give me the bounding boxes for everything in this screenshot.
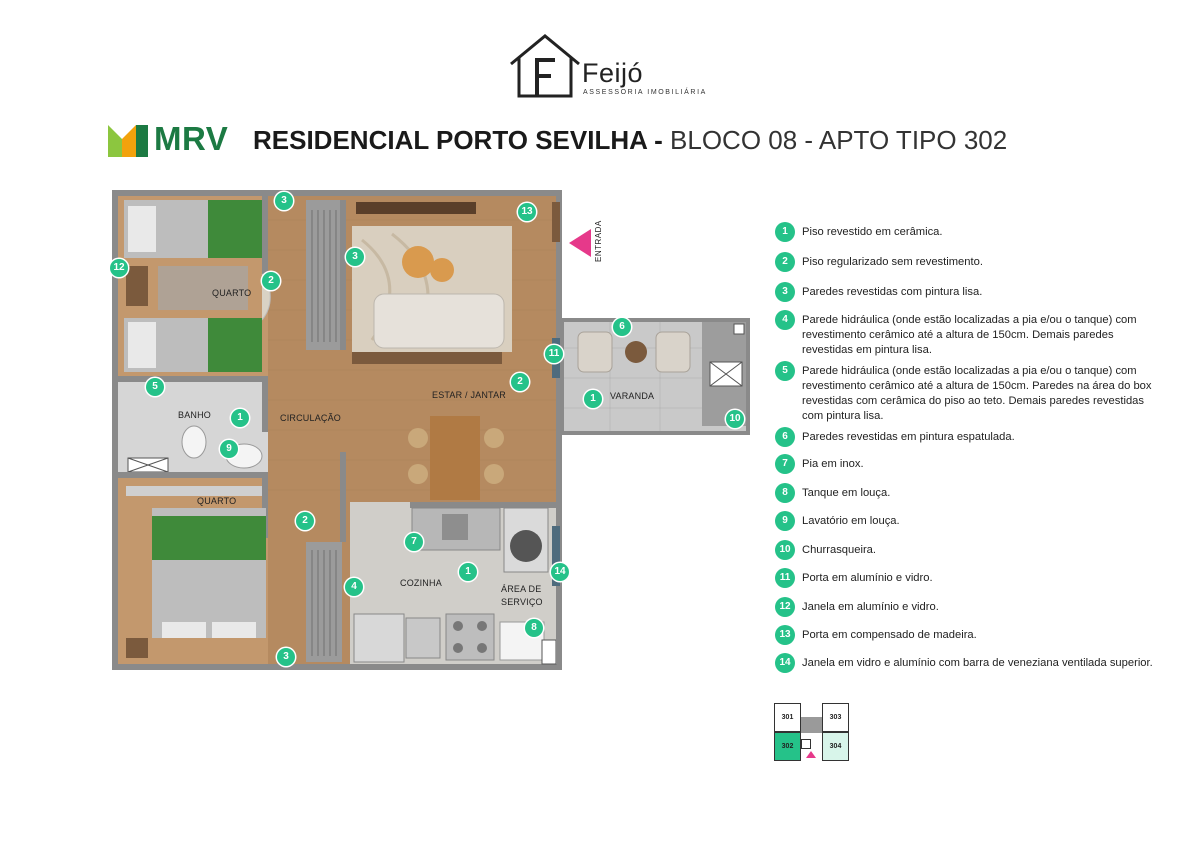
plan-marker-2: 2 bbox=[511, 373, 529, 391]
mrv-logo-text: MRV bbox=[154, 120, 229, 157]
legend-number: 6 bbox=[775, 427, 795, 447]
mrv-logo-icon bbox=[108, 121, 148, 157]
plan-marker-1: 1 bbox=[459, 563, 477, 581]
plan-marker-14: 14 bbox=[551, 563, 569, 581]
plan-marker-2: 2 bbox=[296, 512, 314, 530]
floor-plan bbox=[112, 190, 562, 670]
entrance-arrow-icon bbox=[569, 229, 591, 257]
room-label-cozinha: COZINHA bbox=[400, 578, 442, 588]
plan-marker-1: 1 bbox=[231, 409, 249, 427]
legend-text: Piso regularizado sem revestimento. bbox=[802, 256, 983, 268]
plan-marker-4: 4 bbox=[345, 578, 363, 596]
plan-marker-8: 8 bbox=[525, 619, 543, 637]
room-label-quarto-2: QUARTO bbox=[197, 496, 237, 506]
legend-number: 7 bbox=[775, 454, 795, 474]
key-plan-stair bbox=[801, 739, 811, 749]
legend-number: 12 bbox=[775, 597, 795, 617]
room-label-area-servico-1: ÁREA DE bbox=[501, 584, 542, 594]
legend-text: Pia em inox. bbox=[802, 458, 864, 470]
legend-number: 5 bbox=[775, 361, 795, 381]
legend-text: Piso revestido em cerâmica. bbox=[802, 226, 943, 238]
feijo-brand-subtitle: ASSESSORIA IMOBILIÁRIA bbox=[583, 89, 707, 96]
key-plan-core bbox=[801, 717, 822, 733]
plan-marker-1: 1 bbox=[584, 390, 602, 408]
legend-number: 14 bbox=[775, 653, 795, 673]
entrance-label: ENTRADA bbox=[594, 220, 603, 262]
room-label-varanda: VARANDA bbox=[610, 391, 655, 401]
plan-marker-7: 7 bbox=[405, 533, 423, 551]
plan-marker-11: 11 bbox=[545, 345, 563, 363]
key-plan-unit-301: 301 bbox=[774, 703, 801, 732]
plan-marker-9: 9 bbox=[220, 440, 238, 458]
plan-marker-3: 3 bbox=[277, 648, 295, 666]
legend-text: Tanque em louça. bbox=[802, 487, 891, 499]
plan-marker-12: 12 bbox=[110, 259, 128, 277]
plan-marker-3: 3 bbox=[275, 192, 293, 210]
legend-text: Janela em alumínio e vidro. bbox=[802, 601, 939, 613]
room-label-banho: BANHO bbox=[178, 410, 212, 420]
key-plan-entrance-icon bbox=[806, 751, 816, 758]
title-light: BLOCO 08 - APTO TIPO 302 bbox=[662, 125, 1008, 155]
plan-marker-6: 6 bbox=[613, 318, 631, 336]
legend-number: 4 bbox=[775, 310, 795, 330]
veranda-plan bbox=[560, 318, 750, 435]
plan-marker-2: 2 bbox=[262, 272, 280, 290]
legend-number: 2 bbox=[775, 252, 795, 272]
legend-number: 13 bbox=[775, 625, 795, 645]
title-bold: RESIDENCIAL PORTO SEVILHA - bbox=[253, 125, 663, 155]
plan-marker-5: 5 bbox=[146, 378, 164, 396]
legend-text: Churrasqueira. bbox=[802, 544, 876, 556]
room-label-estar-jantar: ESTAR / JANTAR bbox=[432, 390, 506, 400]
room-label-area-servico-2: SERVIÇO bbox=[501, 597, 543, 607]
legend-number: 8 bbox=[775, 483, 795, 503]
key-plan bbox=[774, 703, 852, 761]
legend-text: Parede hidráulica (onde estão localizadas a pia e/ou o tanque) com revestimento cerâmico até a altura de 150cm. Demais paredes revestidas em pintura lisa. bbox=[802, 314, 1137, 356]
feijo-brand-name: Feijó bbox=[582, 58, 644, 88]
legend-number: 9 bbox=[775, 511, 795, 531]
key-plan-unit-304: 304 bbox=[822, 732, 849, 761]
legend-number: 10 bbox=[775, 540, 795, 560]
legend-text: Porta em compensado de madeira. bbox=[802, 629, 977, 641]
legend-number: 11 bbox=[775, 568, 795, 588]
legend-text: Lavatório em louça. bbox=[802, 515, 900, 527]
plan-marker-3: 3 bbox=[346, 248, 364, 266]
plan-marker-10: 10 bbox=[726, 410, 744, 428]
legend-text: Paredes revestidas em pintura espatulada. bbox=[802, 431, 1015, 443]
legend-text: Paredes revestidas com pintura lisa. bbox=[802, 286, 983, 298]
key-plan-unit-302: 302 bbox=[774, 732, 801, 761]
key-plan-unit-303: 303 bbox=[822, 703, 849, 732]
legend-number: 1 bbox=[775, 222, 795, 242]
legend-text: Parede hidráulica (onde estão localizadas a pia e/ou o tanque) com revestimento cerâmico até a altura de 150cm. Paredes na área do box revestidas com cerâmica do piso ao teto. Demais paredes revestidas com pintura lisa. bbox=[802, 365, 1152, 422]
room-label-quarto-1: QUARTO bbox=[212, 288, 252, 298]
legend-number: 3 bbox=[775, 282, 795, 302]
room-label-circulacao: CIRCULAÇÃO bbox=[280, 413, 342, 423]
page-title bbox=[253, 125, 1007, 156]
plan-marker-13: 13 bbox=[518, 203, 536, 221]
legend-text: Janela em vidro e alumínio com barra de veneziana ventilada superior. bbox=[802, 657, 1153, 669]
legend-text: Porta em alumínio e vidro. bbox=[802, 572, 933, 584]
